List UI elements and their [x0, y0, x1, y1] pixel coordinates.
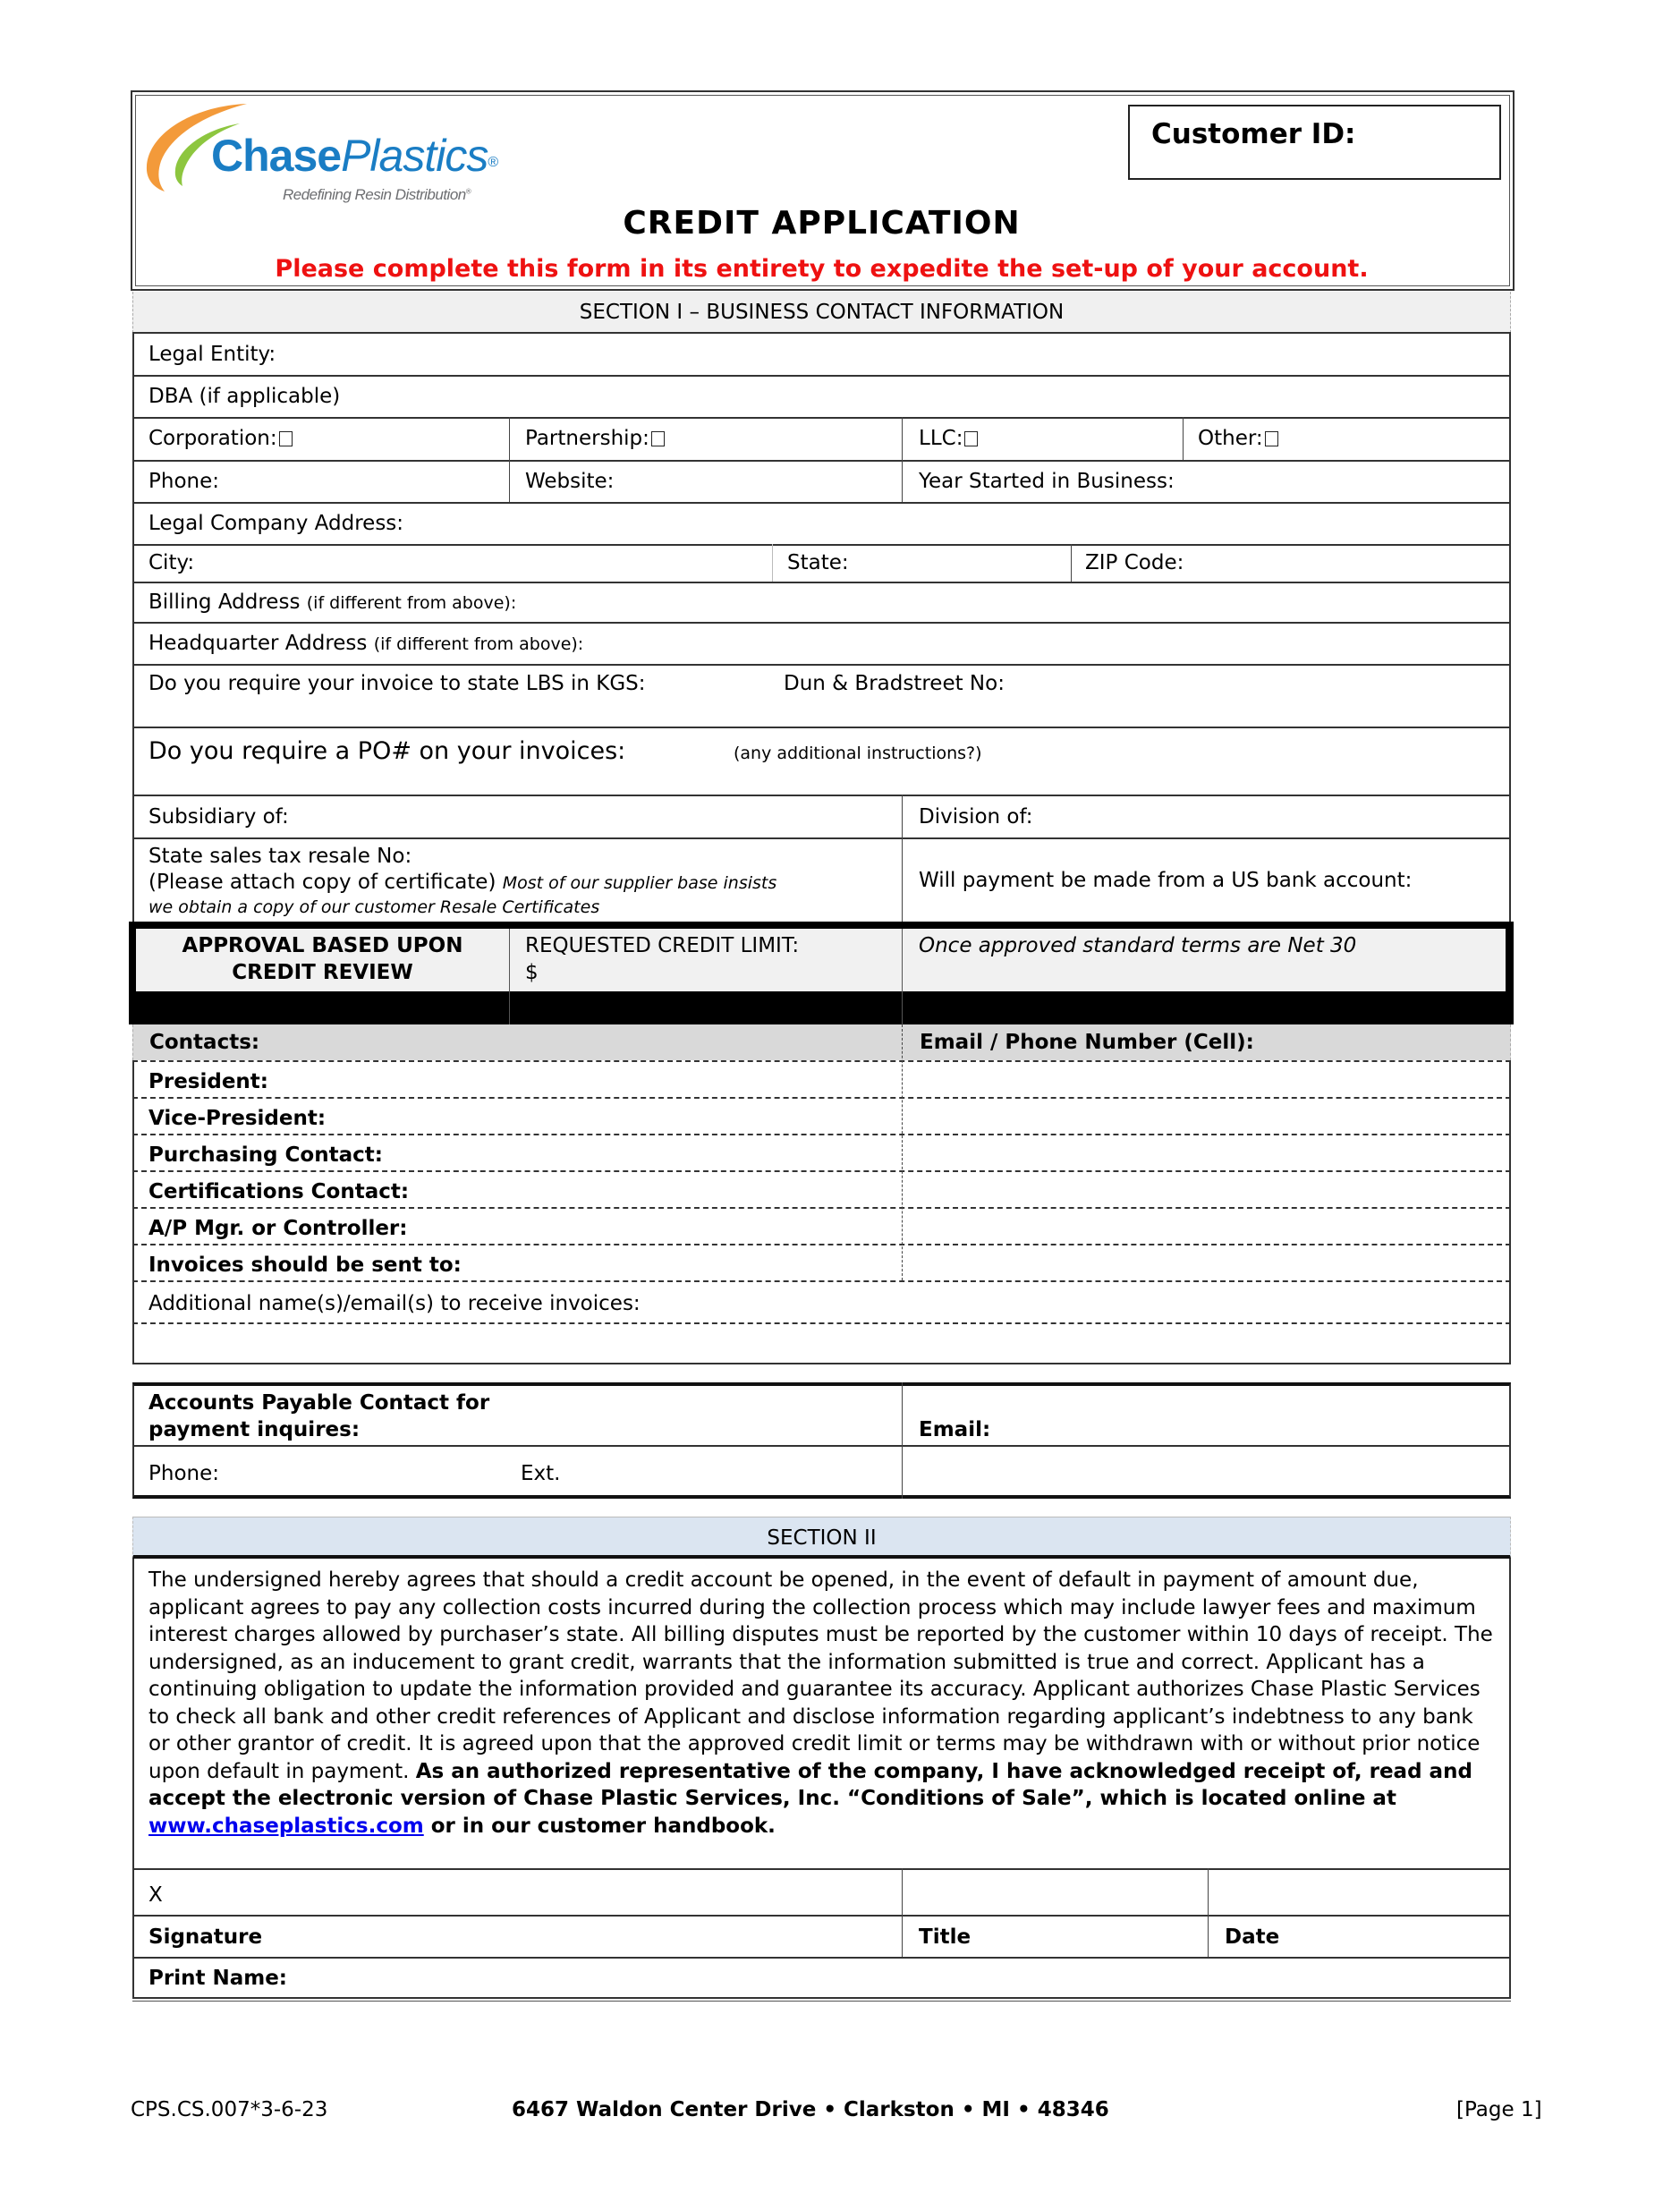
lbs-kgs-field[interactable]: Do you require your invoice to state LBS in KGS:	[148, 672, 646, 695]
legal-address-field[interactable]: Legal Company Address:	[148, 512, 404, 535]
contacts-table	[132, 1060, 1511, 1364]
business-info-table	[132, 333, 1511, 922]
po-instructions-note: (any additional instructions?)	[734, 744, 982, 763]
credit-terms-text: The undersigned hereby agrees that should a credit account be opened, in the event of default in payment of amount due, applicant agrees to pay any collection costs incurred during the collection process which may include lawyer fees and maximum interest charges allowed by purchaser’s state. All billing disputes must be reported by the customer within 10 days of receipt. The undersigned, as an inducement to grant credit, warrants that the information submitted is true and correct. Applicant has a continuing obligation to update the information provided and guarantee its accuracy. Applicant authorizes Chase Plastic Services to check all bank and other credit references of Applicant and disclose information regarding applicant’s indebtness to any bank or other grantor of credit. It is agreed upon that the approved credit limit or terms may be withdrawn with or without prior notice upon default in payment. As an authorized representative of the company, I have acknowledged receipt of, read and accept the electronic version of Chase Plastic Services, Inc. “Conditions of Sale”, which is located online at www.chaseplastics.com or in our customer handbook.	[148, 1568, 1493, 1838]
customer-id-field[interactable]	[1128, 105, 1501, 180]
logo-tagline: Redefining Resin Distribution®	[283, 186, 471, 203]
entity-type-corporation[interactable]: Corporation:	[148, 425, 293, 452]
billing-address-field[interactable]: Billing Address (if different from above):	[148, 591, 517, 614]
phone-field[interactable]: Phone:	[148, 470, 219, 493]
additional-invoice-recipients-field[interactable]: Additional name(s)/email(s) to receive invoices:	[148, 1292, 641, 1315]
entity-type-partnership[interactable]: Partnership:	[525, 425, 665, 452]
signature-label: Signature	[148, 1925, 263, 1949]
us-bank-field[interactable]: Will payment be made from a US bank account:	[919, 869, 1413, 892]
legal-entity-field[interactable]: Legal Entity:	[148, 343, 276, 366]
section-1-header	[132, 292, 1511, 333]
date-field[interactable]	[1209, 1870, 1509, 1913]
website-field[interactable]: Website:	[525, 470, 615, 493]
subsidiary-field[interactable]: Subsidiary of:	[148, 805, 289, 829]
ap-contact-label[interactable]: Accounts Payable Contact for payment inquires:	[148, 1391, 490, 1441]
contact-vice-president[interactable]: Vice-President:	[148, 1107, 327, 1130]
ap-ext-field[interactable]: Ext.	[521, 1462, 561, 1485]
approval-note: APPROVAL BASED UPON CREDIT REVIEW	[182, 934, 463, 984]
page-number: [Page 1]	[1456, 2098, 1542, 2121]
company-logo	[141, 97, 553, 222]
agreement-table-bottom-rule	[132, 2001, 1511, 2002]
title-field[interactable]	[904, 1870, 1206, 1913]
year-started-field[interactable]: Year Started in Business:	[919, 470, 1175, 493]
contacts-header	[132, 1024, 1511, 1060]
section-2-title: SECTION II	[767, 1526, 877, 1550]
customer-id-label: Customer ID:	[1151, 118, 1356, 150]
division-field[interactable]: Division of:	[919, 805, 1033, 829]
section-1-title: SECTION I – BUSINESS CONTACT INFORMATION	[579, 301, 1065, 324]
date-label: Date	[1225, 1925, 1280, 1949]
ap-email-field[interactable]: Email:	[919, 1418, 991, 1441]
section-2-header	[132, 1517, 1511, 1559]
website-link[interactable]: www.chaseplastics.com	[148, 1814, 424, 1838]
contact-purchasing[interactable]: Purchasing Contact:	[148, 1143, 383, 1167]
resale-number-field[interactable]: State sales tax resale No:	[148, 845, 412, 868]
zip-field[interactable]: ZIP Code:	[1085, 551, 1184, 574]
resale-certificate-note-2: we obtain a copy of our customer Resale Certificates	[148, 897, 600, 917]
page-title: CREDIT APPLICATION	[623, 205, 1021, 242]
contact-president[interactable]: President:	[148, 1070, 269, 1093]
city-field[interactable]: City:	[148, 551, 195, 574]
contact-invoices-to[interactable]: Invoices should be sent to:	[148, 1254, 462, 1277]
po-required-field[interactable]: Do you require a PO# on your invoices:	[148, 737, 626, 765]
checkbox-icon[interactable]	[1265, 431, 1278, 446]
form-code: CPS.CS.007*3-6-23	[131, 2098, 328, 2121]
email-phone-header-label: Email / Phone Number (Cell):	[920, 1031, 1254, 1054]
contact-ap-manager[interactable]: A/P Mgr. or Controller:	[148, 1217, 408, 1240]
entity-type-other[interactable]: Other:	[1198, 425, 1278, 452]
ap-phone-field[interactable]: Phone:	[148, 1462, 219, 1485]
credit-limit-field[interactable]: $	[525, 961, 539, 984]
hq-address-field[interactable]: Headquarter Address (if different from above):	[148, 632, 584, 655]
checkbox-icon[interactable]	[279, 431, 293, 446]
resale-certificate-note: (Please attach copy of certificate) Most of our supplier base insists	[148, 871, 777, 894]
entity-type-llc[interactable]: LLC:	[919, 425, 978, 452]
contacts-header-label: Contacts:	[149, 1031, 260, 1054]
duns-field[interactable]: Dun & Bradstreet No:	[784, 672, 1005, 695]
contact-certifications[interactable]: Certifications Contact:	[148, 1180, 410, 1203]
credit-limit-label: REQUESTED CREDIT LIMIT:	[525, 934, 800, 957]
form-instructions: Please complete this form in its entirety to expedite the set-up of your account.	[275, 255, 1369, 283]
dba-field[interactable]: DBA (if applicable)	[148, 385, 341, 408]
footer-address: 6467 Waldon Center Drive • Clarkston • MI • 48346	[512, 2098, 1109, 2121]
title-label: Title	[919, 1925, 972, 1949]
checkbox-icon[interactable]	[651, 431, 665, 446]
print-name-field[interactable]: Print Name:	[148, 1967, 287, 1990]
signature-field[interactable]: X	[148, 1883, 163, 1907]
net-terms-note: Once approved standard terms are Net 30	[919, 934, 1357, 957]
checkbox-icon[interactable]	[964, 431, 978, 446]
logo-wordmark: ChasePlastics®	[211, 131, 498, 181]
state-field[interactable]: State:	[787, 551, 849, 574]
